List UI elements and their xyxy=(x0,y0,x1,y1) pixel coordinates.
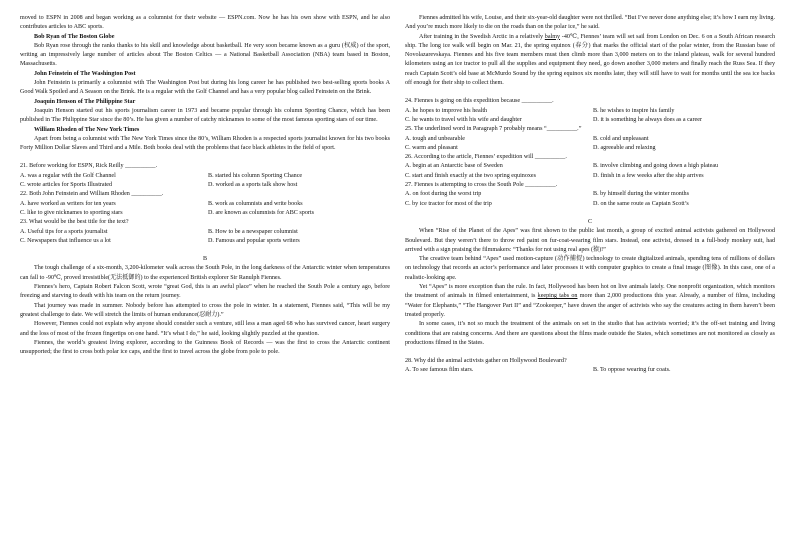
option: D. on the same route as Captain Scott’s xyxy=(593,200,689,207)
option: B. he wishes to inspire his family xyxy=(593,107,675,114)
question-27-options xyxy=(405,190,775,209)
text-run: Yet “Apes” is more exception than the rule. In fact, Hollywood has been hot on live animals lately. One nonprofit organization, which monitors the treatment of animals in filmed entertainment, is xyxy=(405,284,775,300)
option: A. on foot during the worst trip xyxy=(405,191,482,198)
option: A. tough and unbearable xyxy=(405,135,465,142)
text-run: more than 2,000 productions this year. Already, a number of films, including “Water for Elephants,” “The Hangover Part II” and “Zookeeper,” have drawn the anger of activists who say the creatures acting in them haven’t been treated properly. xyxy=(405,293,775,318)
right-column xyxy=(405,14,775,376)
option: D. it is something he always does as a career xyxy=(593,116,702,123)
left-column xyxy=(20,14,390,357)
question-28-options xyxy=(405,366,775,375)
option: D. Famous and popular sports writers xyxy=(208,237,300,244)
question-24-options xyxy=(405,107,775,126)
option: C. by ice tractor for most of the trip xyxy=(405,200,492,207)
question-28: 28. Why did the animal activists gather on Hollywood Boulevard? xyxy=(405,358,567,365)
question-25-options xyxy=(405,135,775,154)
option: C. like to give nicknames to sporting stars xyxy=(20,209,123,216)
heading-rhoden: William Rhoden of The New York Times xyxy=(34,126,140,133)
paragraph-henson: Joaquin Henson started out his sports journalism career in 1973 and became popular through his column Sporting Chance, which has been published in The Philippine Star since the 80’s. He has given a number of catchy nicknames to some of the most famous sporting stars of our time. xyxy=(20,107,390,124)
option: B. started his column Sporting Chance xyxy=(208,172,303,179)
option: D. are known as columnists for ABC sports xyxy=(208,209,314,216)
question-25: 25. The underlined word in Paragraph 7 probably means “__________.” xyxy=(405,126,582,133)
heading-ryan: Bob Ryan of The Boston Globe xyxy=(34,33,115,40)
question-26: 26. According to the article, Fiennes’ expedition will __________. xyxy=(405,154,567,161)
question-21: 21. Before working for ESPN, Rick Reilly __________. xyxy=(20,163,158,170)
paragraph-b4: However, Fiennes could not explain why anyone should consider such a venture, still less a man aged 68 who has survived cancer, heart surgery and the loss of most of the frozen fingertips on one hand. “It’s what I do,” he said, looking slightly puzzled at the question. xyxy=(20,321,390,337)
underlined-word: balmy xyxy=(544,33,561,40)
option: D. finish in a few weeks after the ship arrives xyxy=(593,172,704,179)
question-23-options xyxy=(20,228,390,247)
paragraph-r2 xyxy=(405,33,775,89)
option: A. begin at an Antarctic base of Sweden xyxy=(405,163,503,170)
paragraph-c3 xyxy=(405,283,775,320)
paragraph-r1: Fiennes admitted his wife, Louise, and their six-year-old daughter were not thrilled. “But I’ve never done anything else; it’s how I earn my living. And you’re much more likely to die on the roads than on the polar ice,” he said. xyxy=(405,15,775,31)
underlined-phrase: keeping tabs on xyxy=(537,293,578,300)
option: B. To oppose wearing fur coats. xyxy=(593,367,671,374)
option: C. warm and pleasant xyxy=(405,144,458,151)
paragraph-ryan: Bob Ryan rose through the ranks thanks to his skill and knowledge about basketball. He very soon became known as a guru (权威) of the sport, writing an impressively large number of articles about The Boston Celtics — a National Basketball Association (NBA) team based in Boston, Massachusetts. xyxy=(20,42,390,68)
option: C. he wants to travel with his wife and daughter xyxy=(405,116,522,123)
question-21-options xyxy=(20,172,390,191)
question-24: 24. Fiennes is going on this expedition because __________. xyxy=(405,98,554,105)
paragraph-b3: That journey was made in summer. Nobody before has attempted to cross the pole in winter. In a statement, Fiennes said, “This will be my greatest challenge to date. We will stretch the limits of human endurance(忍耐力).” xyxy=(20,302,390,318)
paragraph-b1: The tough challenge of a six-month, 3,200-kilometer walk across the South Pole, in the long darkness of the Antarctic winter when temperatures can fall to -90℃, proved irresistible(无法抵御的) to the experienced British explorer Sir Ranulph Fiennes. xyxy=(20,265,390,281)
question-26-options xyxy=(405,162,775,181)
option: C. start and finish exactly at the two spring equinoxes xyxy=(405,172,536,179)
text-run: After training in the Swedish Arctic in a relatively xyxy=(419,33,544,40)
option: D. worked as a sports talk show host xyxy=(208,182,298,189)
paragraph-c2: The creative team behind “Apes” used motion-capture (动作捕捉) technology to create digitalized animals, spending tens of millions of dollars on technology that records an actor’s performance and later processes it with computer graphics to create a final image (图像). In this case, one of a realistic-looking ape. xyxy=(405,256,775,281)
option: D. agreeable and relaxing xyxy=(593,144,656,151)
heading-feinstein: John Feinstein of The Washington Post xyxy=(34,70,136,77)
option: B. How to be a newspaper columnist xyxy=(208,228,298,235)
option: B. work as columnists and write books xyxy=(208,200,303,207)
question-27: 27. Fiennes is attempting to cross the South Pole __________. xyxy=(405,182,558,189)
question-23: 23. What would be the best title for the text? xyxy=(20,219,129,226)
question-22-options xyxy=(20,200,390,219)
section-b-label: B xyxy=(202,256,208,263)
option: A. Useful tips for a sports journalist xyxy=(20,228,108,235)
option: B. cold and unpleasant xyxy=(593,135,649,142)
section-c-label: C xyxy=(587,218,593,225)
paragraph-rhoden: Apart from being a columnist with The New York Times since the 80’s, William Rhoden is a respected sports journalist known for his two books Forty Million Dollar Slaves and Third and a Mile. Both books deal with the problems that face black athletes in the field of sport. xyxy=(20,135,390,152)
question-22: 22. Both John Feinstein and William Rhoden __________. xyxy=(20,191,164,198)
option: A. he hopes to improve his health xyxy=(405,107,488,114)
paragraph-c4: In some cases, it’s not so much the treatment of the animals on set in the studio that has activists worried; it’s the off-set training and living conditions that are raising concerns. And there are questions about the films made outside the States, which sometimes are not monitored as closely as productions filmed in the States. xyxy=(405,321,775,346)
heading-henson: Joaquin Henson of The Philippine Star xyxy=(34,98,136,105)
paragraph-c1: When “Rise of the Planet of the Apes” was first shown to the public last month, a group of excited animal activists gathered on Hollywood Boulevard. But they weren’t there to throw red paint on fur-coat-wearing film stars. Instead, one activist, dressed in a full-body monkey suit, had arrived with a sign praising the filmmakers: “Thanks for not using real apes (猿)!” xyxy=(405,228,775,253)
option: C. Newspapers that influence us a lot xyxy=(20,237,111,244)
option: A. have worked as writers for ten years xyxy=(20,200,116,207)
option: A. To see famous film stars. xyxy=(405,367,474,374)
text-run: -40℃, Fiennes’ team will set sail from London on Dec. 6 on a South African research ship. The long ice walk will begin on Mar. 21, the spring equinox (春分) that marks the official start of the polar winter, from the Russian base of Novolazarevskaya. Fiennes and his five team members must then climb more than 3,000 meters on to the inland plateau, walk for several hundred kilometers using an ice tractor to pull all the supplies and equipment they need, go down another 3,000 meters and finally reach the Russ Sea. If they reach Captain Scott’s old base at McMurdo Sound by the spring equinox six months later, they will still have to wait for months until the sea ice backs off enough for their ship to collect them. xyxy=(405,33,775,87)
paragraph-feinstein: John Feinstein is primarily a columnist with The Washington Post but during his long career he has published two best-selling sports books A Good Walk Spoiled and A Season on the Brink. He is a regular with the Golf Channel and has a very popular blog called Feinstein on the Brink. xyxy=(20,80,390,96)
option: B. involve climbing and going down a high plateau xyxy=(593,163,719,170)
option: A. was a regular with the Golf Channel xyxy=(20,172,116,179)
paragraph-b5: Fiennes, the world’s greatest living explorer, according to the Guinness Book of Records — was the first to cross the Antarctic continent unsupported; the first to cross both polar ice caps, and the first to travel across the globe from pole to pole. xyxy=(20,339,390,356)
paragraph-b2: Fiennes’s hero, Captain Robert Falcon Scott, wrote “great God, this is an awful place” when he reached the South Pole a century ago, before freezing and starving to death with his team on the return journey. xyxy=(20,284,390,300)
option: B. by himself during the winter months xyxy=(593,191,689,198)
paragraph-espn: moved to ESPN in 2008 and began working as a columnist for their website — ESPN.com. Now he has his own show with ESPN, and he also contributes articles to ABC sports. xyxy=(20,15,390,31)
option: C. wrote articles for Sports Illustrated xyxy=(20,182,113,189)
